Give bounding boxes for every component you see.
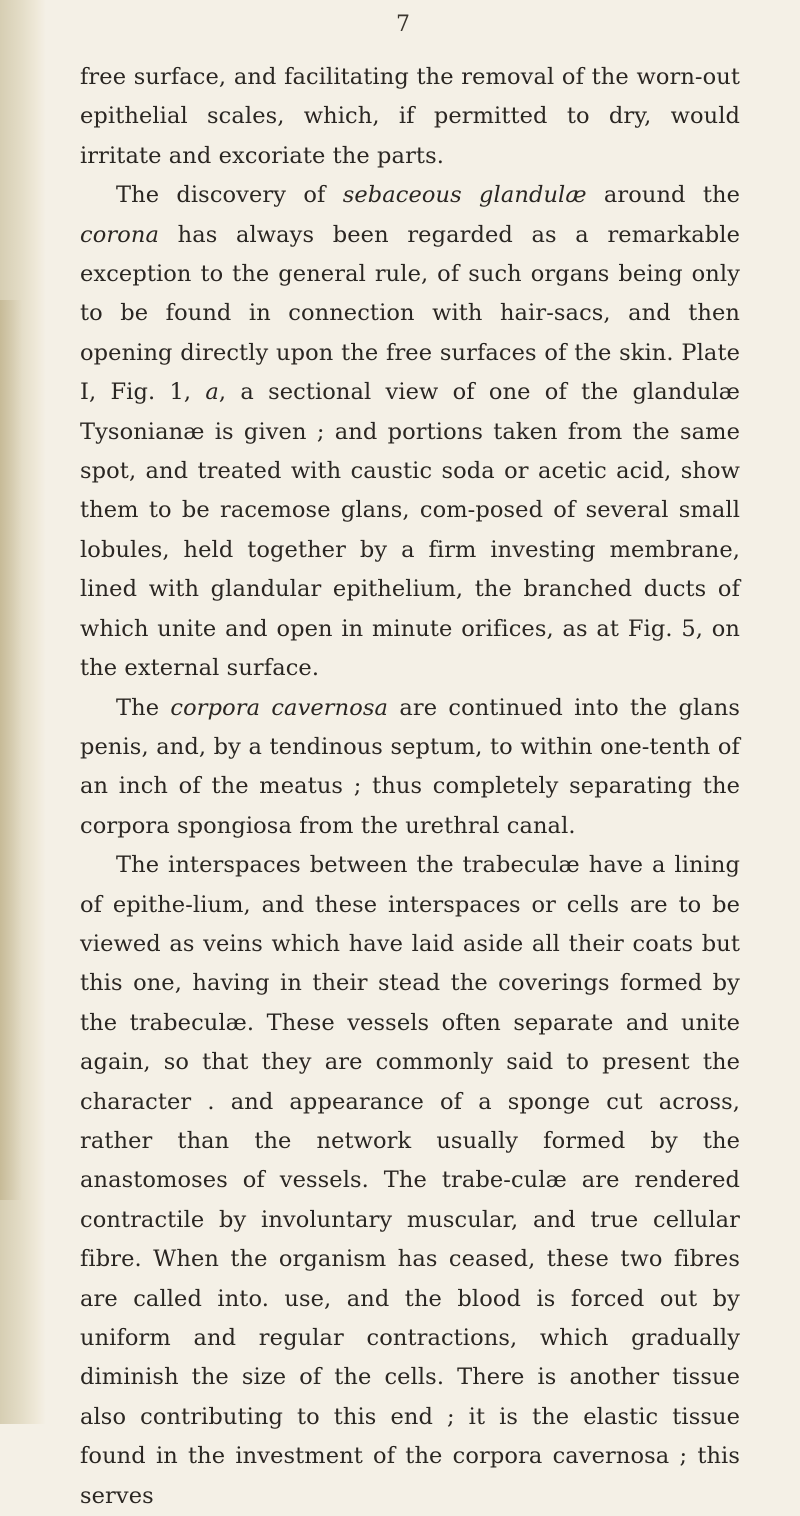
gutter-shadow (0, 300, 22, 1200)
paragraph (80, 846, 740, 1516)
text-run: The discovery of (116, 182, 343, 209)
italic-term: corona (80, 221, 159, 248)
paragraph (80, 58, 740, 176)
italic-term: a (205, 379, 219, 406)
italic-term: corpora cavernosa (170, 694, 389, 721)
text-run: The interspaces between the trabeculæ have a lining of epithe-lium, and these interspaces or cells are to be viewed as veins which have laid aside all their coats but this one, having in their stead the coverings formed by the trabeculæ. These vessels often separate and unite again, so that they are commonly said to present the character . and appearance of a sponge cut across, rather than the network usually formed by the anastomoses of vessels. The trabe-culæ are rendered contractile by involuntary muscular, and true cellular fibre. When the organism has ceased, these two fibres are called into. use, and the blood is forced out by uniform and regular contractions, which gradually diminish the size of the cells. There is another tissue also contributing to this end ; it is the elastic tissue found in the investment of the corpora cavernosa ; this serves (80, 852, 740, 1509)
text-run: free surface, and facilitating the removal of the worn-out epithelial scales, which, if permitted to dry, would irritate and excoriate the parts. (80, 64, 740, 169)
italic-term: sebaceous glandulæ (342, 182, 587, 209)
page-number: 7 (396, 12, 410, 37)
paragraph (80, 689, 740, 847)
text-run: The (116, 694, 171, 721)
paragraph (80, 176, 740, 688)
text-run: around the (586, 182, 740, 209)
text-run: are continued into the glans penis, and, by a tendinous septum, to within one-tenth of an inch of the meatus ; thus completely separating the corpora spongiosa from the urethral canal. (80, 694, 740, 839)
text-run: , a sectional view of one of the glandulæ Tysonianæ is given ; and portions taken from the same spot, and treated with caustic soda or acetic acid, show them to be racemose glans, com-posed of several small lobules, held together by a firm investing membrane, lined with glandular epithelium, the branched ducts of which unite and open in minute orifices, as at Fig. 5, on the external surface. (80, 379, 741, 682)
text-run: has always been regarded as a remarkable exception to the general rule, of such organs being only to be found in connection with hair-sacs, and then opening directly upon the free surfaces of the skin. Plate I, Fig. 1, (80, 221, 740, 406)
body-text (80, 58, 740, 1516)
